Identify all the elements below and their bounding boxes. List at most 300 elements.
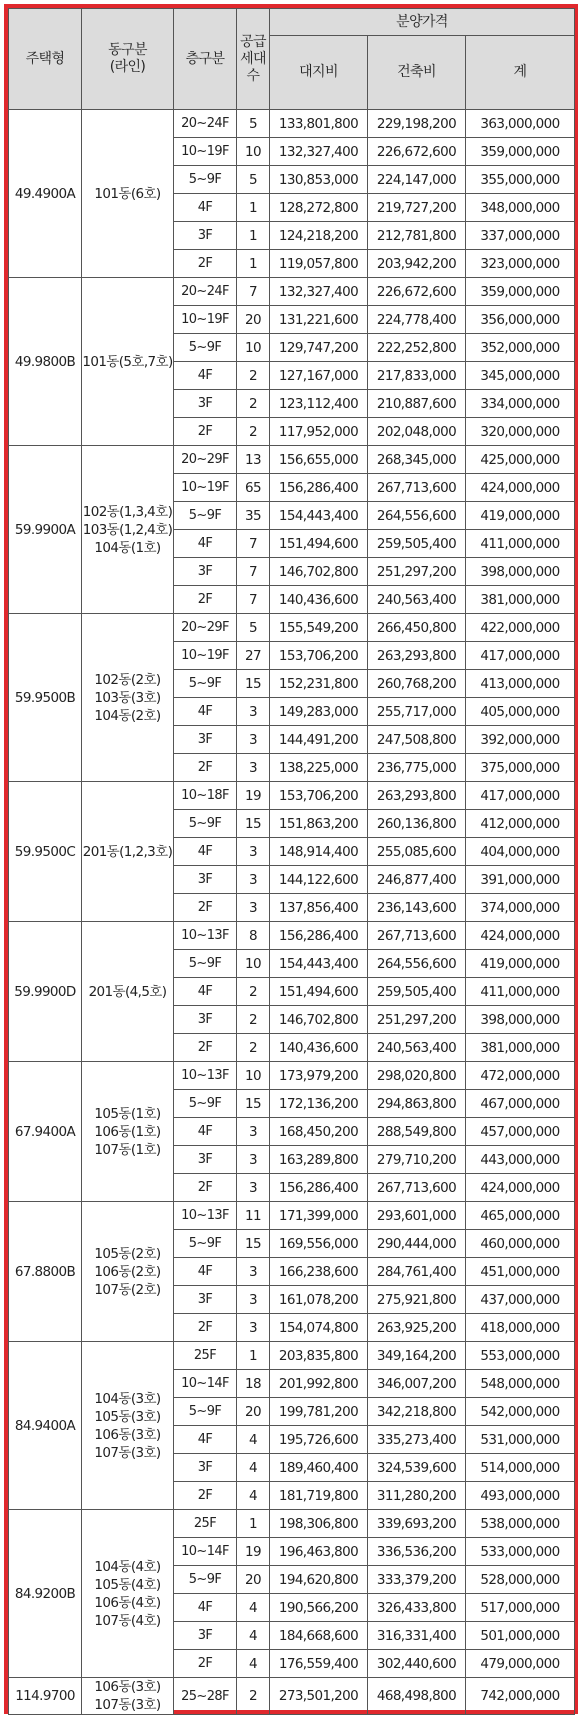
building-price-cell: 240,563,400 <box>368 586 466 614</box>
building-price-cell: 212,781,800 <box>368 222 466 250</box>
dong-line-cell <box>82 1342 174 1510</box>
total-price-cell: 398,000,000 <box>466 1006 575 1034</box>
total-price-cell: 533,000,000 <box>466 1538 575 1566</box>
floor-cell: 10~19F <box>174 642 237 670</box>
table-row <box>9 1678 575 1715</box>
land-price-cell: 156,286,400 <box>270 922 368 950</box>
building-price-cell: 255,085,600 <box>368 838 466 866</box>
house-type-cell <box>9 614 82 782</box>
house-type-label: 67.8800B <box>14 1263 76 1280</box>
land-price-cell: 155,549,200 <box>270 614 368 642</box>
house-type-cell <box>9 922 82 1062</box>
building-price-cell: 222,252,800 <box>368 334 466 362</box>
house-type-cell <box>9 278 82 446</box>
building-price-cell: 311,280,200 <box>368 1482 466 1510</box>
house-type-label: 49.9800B <box>14 353 76 370</box>
building-price-cell: 326,433,800 <box>368 1594 466 1622</box>
units-cell: 7 <box>237 558 270 586</box>
land-price-cell: 138,225,000 <box>270 754 368 782</box>
table-row <box>9 1062 575 1090</box>
total-price-cell: 424,000,000 <box>466 474 575 502</box>
total-price-cell: 548,000,000 <box>466 1370 575 1398</box>
floor-cell: 3F <box>174 866 237 894</box>
floor-cell: 5~9F <box>174 1230 237 1258</box>
land-price-cell: 128,272,800 <box>270 194 368 222</box>
dong-line-label: 106동(3호) <box>94 1426 161 1443</box>
building-price-cell: 226,672,600 <box>368 278 466 306</box>
units-cell: 3 <box>237 1146 270 1174</box>
floor-cell: 10~14F <box>174 1538 237 1566</box>
land-price-cell: 153,706,200 <box>270 782 368 810</box>
building-price-cell: 263,925,200 <box>368 1314 466 1342</box>
total-price-cell: 359,000,000 <box>466 138 575 166</box>
dong-line-label: 104동(4호) <box>94 1558 161 1575</box>
total-price-cell: 501,000,000 <box>466 1622 575 1650</box>
units-cell: 2 <box>237 362 270 390</box>
building-price-cell: 210,887,600 <box>368 390 466 418</box>
units-cell: 4 <box>237 1426 270 1454</box>
land-price-cell: 154,074,800 <box>270 1314 368 1342</box>
building-price-cell: 333,379,200 <box>368 1566 466 1594</box>
units-cell: 3 <box>237 726 270 754</box>
total-price-cell: 457,000,000 <box>466 1118 575 1146</box>
total-price-cell: 517,000,000 <box>466 1594 575 1622</box>
total-price-cell: 391,000,000 <box>466 866 575 894</box>
house-type-cell <box>9 110 82 278</box>
total-price-cell: 538,000,000 <box>466 1510 575 1538</box>
total-price-cell: 337,000,000 <box>466 222 575 250</box>
total-price-cell: 355,000,000 <box>466 166 575 194</box>
land-price-cell: 176,559,400 <box>270 1650 368 1678</box>
building-price-cell: 275,921,800 <box>368 1286 466 1314</box>
land-price-cell: 146,702,800 <box>270 558 368 586</box>
units-cell: 19 <box>237 1538 270 1566</box>
floor-cell: 5~9F <box>174 166 237 194</box>
floor-cell: 4F <box>174 1258 237 1286</box>
land-price-cell: 156,655,000 <box>270 446 368 474</box>
units-cell: 20 <box>237 306 270 334</box>
house-type-label: 114.9700 <box>15 1688 75 1704</box>
total-price-cell: 424,000,000 <box>466 1174 575 1202</box>
total-price-cell: 345,000,000 <box>466 362 575 390</box>
land-price-cell: 123,112,400 <box>270 390 368 418</box>
land-price-cell: 173,979,200 <box>270 1062 368 1090</box>
dong-line-label: 201동(1,2,3호) <box>82 843 173 860</box>
building-price-cell: 346,007,200 <box>368 1370 466 1398</box>
building-price-cell: 264,556,600 <box>368 502 466 530</box>
total-price-cell: 531,000,000 <box>466 1426 575 1454</box>
header-supply: 공급 세대 수 <box>237 9 270 110</box>
land-price-cell: 194,620,800 <box>270 1566 368 1594</box>
total-price-cell: 375,000,000 <box>466 754 575 782</box>
units-cell: 65 <box>237 474 270 502</box>
building-price-cell: 293,601,000 <box>368 1202 466 1230</box>
dong-line-label: 103동(3호) <box>94 689 161 706</box>
land-price-cell: 146,702,800 <box>270 1006 368 1034</box>
floor-cell: 4F <box>174 530 237 558</box>
floor-cell: 10~19F <box>174 306 237 334</box>
units-cell: 10 <box>237 138 270 166</box>
floor-cell: 10~19F <box>174 474 237 502</box>
floor-cell: 2F <box>174 1314 237 1342</box>
building-price-cell: 217,833,000 <box>368 362 466 390</box>
units-cell: 4 <box>237 1594 270 1622</box>
floor-cell: 3F <box>174 726 237 754</box>
units-cell: 10 <box>237 334 270 362</box>
land-price-cell: 156,286,400 <box>270 1174 368 1202</box>
building-price-cell: 260,768,200 <box>368 670 466 698</box>
floor-cell: 2F <box>174 1482 237 1510</box>
building-price-cell: 224,147,000 <box>368 166 466 194</box>
dong-line-label: 104동(1호) <box>94 539 161 556</box>
building-price-cell: 267,713,600 <box>368 1174 466 1202</box>
building-price-cell: 335,273,400 <box>368 1426 466 1454</box>
units-cell: 3 <box>237 838 270 866</box>
land-price-cell: 119,057,800 <box>270 250 368 278</box>
header-type: 주택형 <box>9 9 82 110</box>
total-price-cell: 553,000,000 <box>466 1342 575 1370</box>
floor-cell: 5~9F <box>174 1090 237 1118</box>
header-price-group: 분양가격 <box>270 9 575 36</box>
floor-cell: 25F <box>174 1342 237 1370</box>
house-type-label: 59.9500C <box>14 843 76 860</box>
total-price-cell: 479,000,000 <box>466 1650 575 1678</box>
dong-line-label: 105동(2호) <box>94 1245 161 1262</box>
land-price-cell: 196,463,800 <box>270 1538 368 1566</box>
building-price-cell: 203,942,200 <box>368 250 466 278</box>
units-cell: 3 <box>237 698 270 726</box>
house-type-label: 84.9200B <box>14 1585 76 1602</box>
building-price-cell: 263,293,800 <box>368 782 466 810</box>
floor-cell: 5~9F <box>174 670 237 698</box>
floor-cell: 4F <box>174 362 237 390</box>
floor-cell: 2F <box>174 894 237 922</box>
units-cell: 15 <box>237 1230 270 1258</box>
floor-cell: 3F <box>174 1146 237 1174</box>
table-row <box>9 1342 575 1370</box>
floor-cell: 3F <box>174 1454 237 1482</box>
total-price-cell: 742,000,000 <box>466 1678 575 1715</box>
land-price-cell: 154,443,400 <box>270 502 368 530</box>
building-price-cell: 263,293,800 <box>368 642 466 670</box>
building-price-cell: 302,440,600 <box>368 1650 466 1678</box>
units-cell: 7 <box>237 586 270 614</box>
land-price-cell: 129,747,200 <box>270 334 368 362</box>
house-type-label: 59.9900A <box>14 521 76 538</box>
floor-cell: 3F <box>174 222 237 250</box>
total-price-cell: 381,000,000 <box>466 1034 575 1062</box>
price-table <box>8 8 575 1715</box>
header-building: 건축비 <box>368 36 466 110</box>
units-cell: 10 <box>237 1062 270 1090</box>
table-row <box>9 614 575 642</box>
price-table-frame <box>4 4 578 1714</box>
table-row <box>9 922 575 950</box>
dong-line-label: 201동(4,5호) <box>88 983 167 1000</box>
total-price-cell: 374,000,000 <box>466 894 575 922</box>
total-price-cell: 398,000,000 <box>466 558 575 586</box>
building-price-cell: 259,505,400 <box>368 530 466 558</box>
total-price-cell: 451,000,000 <box>466 1258 575 1286</box>
total-price-cell: 467,000,000 <box>466 1090 575 1118</box>
building-price-cell: 342,218,800 <box>368 1398 466 1426</box>
floor-cell: 3F <box>174 1622 237 1650</box>
land-price-cell: 132,327,400 <box>270 278 368 306</box>
total-price-cell: 392,000,000 <box>466 726 575 754</box>
floor-cell: 10~14F <box>174 1370 237 1398</box>
floor-cell: 4F <box>174 194 237 222</box>
floor-cell: 20~24F <box>174 278 237 306</box>
floor-cell: 4F <box>174 1426 237 1454</box>
total-price-cell: 425,000,000 <box>466 446 575 474</box>
floor-cell: 3F <box>174 390 237 418</box>
house-type-cell <box>9 1062 82 1202</box>
building-price-cell: 224,778,400 <box>368 306 466 334</box>
building-price-cell: 236,775,000 <box>368 754 466 782</box>
building-price-cell: 284,761,400 <box>368 1258 466 1286</box>
total-price-cell: 323,000,000 <box>466 250 575 278</box>
units-cell: 5 <box>237 614 270 642</box>
land-price-cell: 181,719,800 <box>270 1482 368 1510</box>
dong-line-label: 107동(4호) <box>94 1612 161 1629</box>
land-price-cell: 124,218,200 <box>270 222 368 250</box>
total-price-cell: 411,000,000 <box>466 530 575 558</box>
floor-cell: 20~29F <box>174 446 237 474</box>
land-price-cell: 140,436,600 <box>270 586 368 614</box>
units-cell: 3 <box>237 1118 270 1146</box>
units-cell: 3 <box>237 866 270 894</box>
units-cell: 1 <box>237 1510 270 1538</box>
floor-cell: 20~24F <box>174 110 237 138</box>
building-price-cell: 260,136,800 <box>368 810 466 838</box>
units-cell: 3 <box>237 754 270 782</box>
dong-line-label: 104동(2호) <box>94 707 161 724</box>
floor-cell: 2F <box>174 1650 237 1678</box>
building-price-cell: 290,444,000 <box>368 1230 466 1258</box>
dong-line-label: 105동(3호) <box>94 1408 161 1425</box>
land-price-cell: 203,835,800 <box>270 1342 368 1370</box>
building-price-cell: 264,556,600 <box>368 950 466 978</box>
total-price-cell: 418,000,000 <box>466 1314 575 1342</box>
floor-cell: 3F <box>174 1006 237 1034</box>
land-price-cell: 154,443,400 <box>270 950 368 978</box>
dong-line-cell <box>82 922 174 1062</box>
units-cell: 2 <box>237 390 270 418</box>
floor-cell: 3F <box>174 558 237 586</box>
building-price-cell: 255,717,000 <box>368 698 466 726</box>
total-price-cell: 422,000,000 <box>466 614 575 642</box>
total-price-cell: 417,000,000 <box>466 642 575 670</box>
dong-line-cell <box>82 278 174 446</box>
units-cell: 15 <box>237 670 270 698</box>
floor-cell: 25F <box>174 1510 237 1538</box>
units-cell: 15 <box>237 810 270 838</box>
floor-cell: 5~9F <box>174 1566 237 1594</box>
dong-line-label: 106동(4호) <box>94 1594 161 1611</box>
floor-cell: 10~19F <box>174 138 237 166</box>
units-cell: 1 <box>237 1342 270 1370</box>
units-cell: 3 <box>237 1314 270 1342</box>
units-cell: 18 <box>237 1370 270 1398</box>
units-cell: 13 <box>237 446 270 474</box>
total-price-cell: 514,000,000 <box>466 1454 575 1482</box>
land-price-cell: 117,952,000 <box>270 418 368 446</box>
building-price-cell: 468,498,800 <box>368 1678 466 1715</box>
building-price-cell: 240,563,400 <box>368 1034 466 1062</box>
house-type-label: 67.9400A <box>14 1123 76 1140</box>
dong-line-cell <box>82 110 174 278</box>
dong-line-label: 107동(1호) <box>94 1141 161 1158</box>
table-row <box>9 446 575 474</box>
units-cell: 1 <box>237 194 270 222</box>
header-dong: 동구분 (라인) <box>82 9 174 110</box>
dong-line-label: 102동(1,3,4호) <box>82 503 173 520</box>
units-cell: 1 <box>237 250 270 278</box>
dong-line-cell <box>82 782 174 922</box>
units-cell: 19 <box>237 782 270 810</box>
building-price-cell: 219,727,200 <box>368 194 466 222</box>
dong-line-label: 104동(3호) <box>94 1390 161 1407</box>
land-price-cell: 201,992,800 <box>270 1370 368 1398</box>
house-type-label: 84.9400A <box>14 1417 76 1434</box>
land-price-cell: 148,914,400 <box>270 838 368 866</box>
floor-cell: 10~13F <box>174 1062 237 1090</box>
floor-cell: 4F <box>174 1594 237 1622</box>
land-price-cell: 172,136,200 <box>270 1090 368 1118</box>
total-price-cell: 443,000,000 <box>466 1146 575 1174</box>
total-price-cell: 348,000,000 <box>466 194 575 222</box>
total-price-cell: 472,000,000 <box>466 1062 575 1090</box>
table-row <box>9 1510 575 1538</box>
dong-line-label: 106동(3호) <box>94 1679 161 1695</box>
building-price-cell: 294,863,800 <box>368 1090 466 1118</box>
units-cell: 11 <box>237 1202 270 1230</box>
building-price-cell: 267,713,600 <box>368 922 466 950</box>
building-price-cell: 266,450,800 <box>368 614 466 642</box>
units-cell: 3 <box>237 1174 270 1202</box>
units-cell: 8 <box>237 922 270 950</box>
floor-cell: 4F <box>174 698 237 726</box>
dong-line-label: 105동(4호) <box>94 1576 161 1593</box>
total-price-cell: 460,000,000 <box>466 1230 575 1258</box>
floor-cell: 3F <box>174 1286 237 1314</box>
land-price-cell: 140,436,600 <box>270 1034 368 1062</box>
house-type-cell <box>9 1202 82 1342</box>
land-price-cell: 161,078,200 <box>270 1286 368 1314</box>
units-cell: 2 <box>237 418 270 446</box>
land-price-cell: 151,494,600 <box>270 530 368 558</box>
units-cell: 5 <box>237 166 270 194</box>
units-cell: 3 <box>237 894 270 922</box>
floor-cell: 25~28F <box>174 1678 237 1715</box>
land-price-cell: 144,122,600 <box>270 866 368 894</box>
land-price-cell: 156,286,400 <box>270 474 368 502</box>
house-type-label: 59.9900D <box>14 983 76 1000</box>
units-cell: 2 <box>237 1678 270 1715</box>
land-price-cell: 152,231,800 <box>270 670 368 698</box>
units-cell: 5 <box>237 110 270 138</box>
floor-cell: 5~9F <box>174 334 237 362</box>
table-header <box>9 9 575 110</box>
building-price-cell: 288,549,800 <box>368 1118 466 1146</box>
house-type-cell <box>9 1510 82 1678</box>
land-price-cell: 163,289,800 <box>270 1146 368 1174</box>
land-price-cell: 190,566,200 <box>270 1594 368 1622</box>
dong-line-cell <box>82 1202 174 1342</box>
building-price-cell: 247,508,800 <box>368 726 466 754</box>
table-row <box>9 278 575 306</box>
total-price-cell: 404,000,000 <box>466 838 575 866</box>
total-price-cell: 419,000,000 <box>466 502 575 530</box>
house-type-label: 49.4900A <box>14 185 76 202</box>
units-cell: 7 <box>237 530 270 558</box>
dong-line-label: 107동(3호) <box>94 1697 161 1713</box>
table-row <box>9 110 575 138</box>
building-price-cell: 236,143,600 <box>368 894 466 922</box>
land-price-cell: 133,801,800 <box>270 110 368 138</box>
building-price-cell: 268,345,000 <box>368 446 466 474</box>
building-price-cell: 267,713,600 <box>368 474 466 502</box>
total-price-cell: 465,000,000 <box>466 1202 575 1230</box>
dong-line-cell <box>82 1062 174 1202</box>
total-price-cell: 417,000,000 <box>466 782 575 810</box>
dong-line-label: 106동(1호) <box>94 1123 161 1140</box>
dong-line-cell <box>82 446 174 614</box>
land-price-cell: 132,327,400 <box>270 138 368 166</box>
total-price-cell: 381,000,000 <box>466 586 575 614</box>
units-cell: 4 <box>237 1482 270 1510</box>
floor-cell: 4F <box>174 978 237 1006</box>
units-cell: 4 <box>237 1650 270 1678</box>
units-cell: 4 <box>237 1454 270 1482</box>
dong-line-label: 105동(1호) <box>94 1105 161 1122</box>
building-price-cell: 202,048,000 <box>368 418 466 446</box>
units-cell: 2 <box>237 1034 270 1062</box>
header-floor: 층구분 <box>174 9 237 110</box>
land-price-cell: 130,853,000 <box>270 166 368 194</box>
land-price-cell: 195,726,600 <box>270 1426 368 1454</box>
dong-line-cell <box>82 614 174 782</box>
house-type-cell <box>9 1342 82 1510</box>
total-price-cell: 320,000,000 <box>466 418 575 446</box>
total-price-cell: 493,000,000 <box>466 1482 575 1510</box>
total-price-cell: 363,000,000 <box>466 110 575 138</box>
building-price-cell: 279,710,200 <box>368 1146 466 1174</box>
floor-cell: 5~9F <box>174 950 237 978</box>
dong-line-label: 107동(2호) <box>94 1281 161 1298</box>
total-price-cell: 413,000,000 <box>466 670 575 698</box>
floor-cell: 20~29F <box>174 614 237 642</box>
land-price-cell: 127,167,000 <box>270 362 368 390</box>
total-price-cell: 412,000,000 <box>466 810 575 838</box>
land-price-cell: 149,283,000 <box>270 698 368 726</box>
dong-line-label: 102동(2호) <box>94 671 161 688</box>
land-price-cell: 184,668,600 <box>270 1622 368 1650</box>
dong-line-cell <box>82 1678 174 1715</box>
building-price-cell: 251,297,200 <box>368 1006 466 1034</box>
building-price-cell: 349,164,200 <box>368 1342 466 1370</box>
total-price-cell: 356,000,000 <box>466 306 575 334</box>
dong-line-label: 101동(6호) <box>94 185 161 202</box>
units-cell: 20 <box>237 1566 270 1594</box>
floor-cell: 10~18F <box>174 782 237 810</box>
land-price-cell: 137,856,400 <box>270 894 368 922</box>
floor-cell: 2F <box>174 250 237 278</box>
units-cell: 27 <box>237 642 270 670</box>
land-price-cell: 198,306,800 <box>270 1510 368 1538</box>
building-price-cell: 298,020,800 <box>368 1062 466 1090</box>
header-total: 계 <box>466 36 575 110</box>
